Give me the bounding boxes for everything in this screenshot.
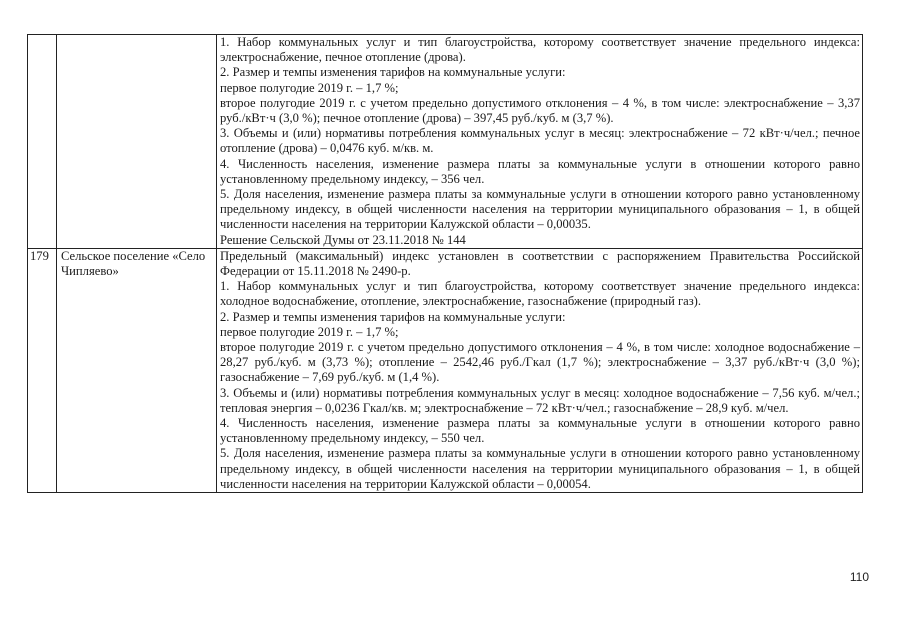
municipality-name-cell	[57, 35, 217, 249]
municipality-name-cell: Сельское поселение «Село Чипляево»	[57, 248, 217, 492]
description-paragraph: 3. Объемы и (или) нормативы потребления коммунальных услуг в месяц: холодное водоснабжение – 7,56 куб. м/чел.; тепловая энергия – 0,0236 Гкал/кв. м; электроснабжение – 72 кВт·ч/чел.; газоснабжение – 28,9 куб. м/чел.	[220, 385, 860, 415]
page-number: 110	[849, 570, 869, 584]
description-paragraph: 2. Размер и темпы изменения тарифов на коммунальные услуги:	[220, 65, 566, 80]
index-description-cell	[217, 35, 863, 249]
description-paragraph: 5. Доля населения, изменение размера платы за коммунальные услуги в отношении которого равно установленному предельному индексу, в общей численности населения на территории муниципального образования – 1, в общей численности населения на территории Калужской области – 0,00054.	[220, 446, 860, 491]
description-paragraph: 3. Объемы и (или) нормативы потребления коммунальных услуг в месяц: электроснабжение – 72 кВт·ч/чел.; печное отопление (дрова) – 0,0476 куб. м/кв. м.	[220, 126, 860, 156]
description-paragraph: 2. Размер и темпы изменения тарифов на коммунальные услуги:	[220, 309, 566, 324]
index-description-cell	[217, 248, 863, 492]
description-paragraph: второе полугодие 2019 г. с учетом предельно допустимого отклонения – 4 %, в том числе: электроснабжение – 3,37 руб./кВт·ч (3,0 %); печное отопление (дрова) – 397,45 руб./куб. м (3,7 %).	[220, 95, 860, 126]
description-paragraph: 1. Набор коммунальных услуг и тип благоустройства, которому соответствует значение предельного индекса: холодное водоснабжение, отопление, электроснабжение, газоснабжение (природный газ).	[220, 279, 860, 309]
row-number-cell: 179	[28, 248, 57, 492]
row-number-cell	[28, 35, 57, 249]
table-row	[28, 35, 863, 249]
description-paragraph: 4. Численность населения, изменение размера платы за коммунальные услуги в отношении которого равно установленному предельному индексу, – 550 чел.	[220, 416, 860, 446]
description-paragraph: первое полугодие 2019 г. – 1,7 %;	[220, 80, 399, 95]
description-paragraph: второе полугодие 2019 г. с учетом предельно допустимого отклонения – 4 %, в том числе: холодное водоснабжение – 28,27 руб./куб. м (3,73 %); отопление – 2542,46 руб./Гкал (1,7 %); электроснабжение – 3,37 руб./кВт·ч (3,0 %); газоснабжение – 7,69 руб./куб. м (1,4 %).	[220, 340, 860, 385]
regulation-table	[27, 34, 863, 493]
description-paragraph: первое полугодие 2019 г. – 1,7 %;	[220, 324, 399, 339]
description-paragraph: 5. Доля населения, изменение размера платы за коммунальные услуги в отношении которого равно установленному предельному индексу, в общей численности населения на территории муниципального образования – 1, в общей численности населения на территории Калужской области – 0,00035.	[220, 187, 860, 232]
decision-reference: Решение Сельской Думы от 23.11.2018 № 144	[220, 232, 466, 247]
table-row	[28, 248, 863, 492]
description-paragraph: Предельный (максимальный) индекс установлен в соответствии с распоряжением Правительства Российской Федерации от 15.11.2018 № 2490-р.	[220, 248, 860, 279]
description-paragraph: 4. Численность населения, изменение размера платы за коммунальные услуги в отношении которого равно установленному предельному индексу, – 356 чел.	[220, 156, 860, 186]
description-paragraph: 1. Набор коммунальных услуг и тип благоустройства, которому соответствует значение предельного индекса: электроснабжение, печное отопление (дрова).	[220, 35, 860, 65]
